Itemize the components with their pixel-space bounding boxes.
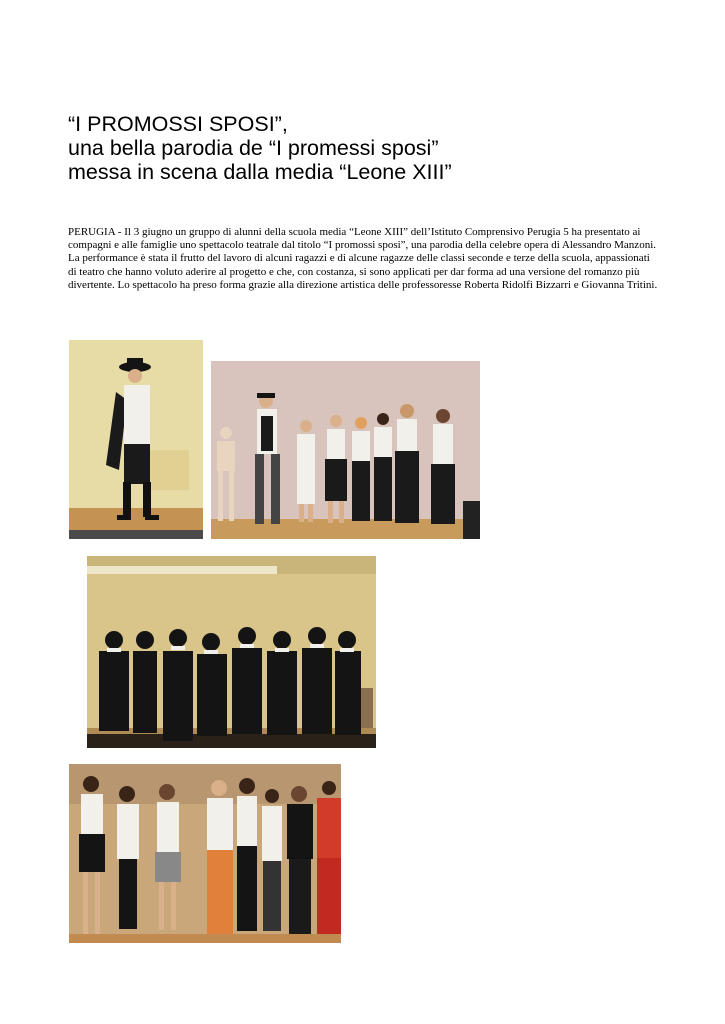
article-body	[68, 226, 660, 292]
title-line-1: “I PROMOSSI SPOSI”,	[68, 112, 288, 136]
photo-group-finale	[69, 764, 341, 943]
title-line-2: una bella parodia de “I promessi sposi”	[68, 136, 439, 160]
paragraph-1: PERUGIA - Il 3 giugno un gruppo di alunni della scuola media “Leone XIII” dell’Istituto Comprensivo Perugia 5 ha presentato ai compagni e alle famiglie uno spettacolo teatrale dal titolo “I promossi sposi”, una parodia della celebre opera di Alessandro Manzoni.	[68, 226, 657, 252]
title-line-3: messa in scena dalla media “Leone XIII”	[68, 160, 452, 184]
photo-solo-actor	[69, 340, 203, 539]
photo-group-line	[211, 361, 480, 539]
article-title	[68, 112, 688, 184]
photo-nuns-line	[87, 556, 376, 748]
paragraph-2: La performance è stata il frutto del lavoro di alcuni ragazzi e di alcune ragazze delle classi seconde e terze della scuola, appassionati di teatro che hanno voluto aderire al progetto e che, con costanza, si sono applicati per dar forma ad una versione del romanzo più divertente. Lo spettacolo ha preso forma grazie alla direzione artistica delle professoresse Roberta Ridolfi Bizzarri e Giovanna Tritini.	[68, 252, 658, 291]
